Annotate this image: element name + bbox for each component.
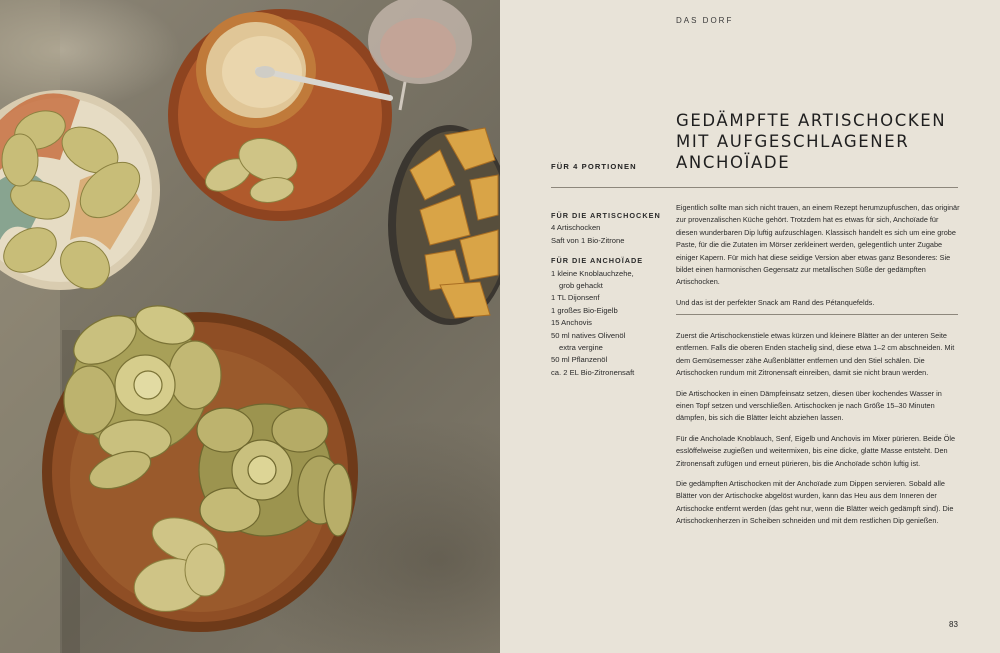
method-step: Die gedämpften Artischocken mit der Anchoïade zum Dippen servieren. Sobald alle Blätter von der Artischocke abgelöst wurden, kann das Heu aus dem Inneren der Artischocke entfernt werden (das geht nur, wenn die Blätter weich gedämpft sind). Die Artischockenherzen in Scheiben schneiden und mit dem restlichen Dip genießen. (676, 479, 954, 526)
title-line: ANCHOÏADE (676, 153, 791, 172)
ingredient-group-heading: FÜR DIE ANCHOÏADE (551, 256, 644, 266)
ingredient-item: 15 Anchovis (551, 318, 592, 328)
ingredient-item: Saft von 1 Bio-Zitrone (551, 235, 625, 245)
intro-paragraph: Eigentlich sollte man sich nicht trauen, an einem Rezept herumzupfuschen, das originär zur provenzalischen Küche gehört. Trotzdem hat es etwas für sich, Anchoïade für diesen wunderbaren Dip luftig aufzuschlagen. Klassisch handelt es sich um eine grobe Paste, für die die Zutaten im Mörser zerkleinert werden, gelegentlich unter Zugabe einiger Kapern. Für mich hat diese seidige Version aber etwas ganz Besonderes: Sie bildet einen harmonischen Gegensatz zur metallischen Süße der gedämpften Artischocken. (676, 203, 960, 287)
chips-bowl (388, 125, 500, 325)
ingredient-item: 1 TL Dijonsenf (551, 293, 600, 303)
page-number: 83 (949, 620, 958, 629)
ingredient-list (551, 268, 671, 380)
recipe-page (500, 0, 1000, 653)
method-step: Für die Anchoïade Knoblauch, Senf, Eigelb und Anchovis im Mixer pürieren. Beide Öle esslöffelweise zugießen und weitermixen, bis eine dicke, glatte Masse entsteht. Den Zitronensaft zufügen und erneut pürieren, bis die Anchoïade schön luftig ist. (676, 433, 956, 468)
ingredients-column (551, 210, 671, 387)
method-step: Die Artischocken in einen Dämpfeinsatz setzen, diesen über kochendes Wasser in einen Topf setzen und verschließen. Artischocken je nach Größe 15–30 Minuten dämpfen, bis sich die Blätter leicht abziehen lassen. (676, 388, 942, 423)
intro-text (676, 202, 960, 317)
ingredient-item: 1 großes Bio-Eigelb (551, 305, 618, 315)
title-line: MIT AUFGESCHLAGENER (676, 132, 910, 151)
method-text (676, 330, 960, 536)
ingredient-group-heading: FÜR DIE ARTISCHOCKEN (551, 211, 661, 220)
title-line: GEDÄMPFTE ARTISCHOCKEN (676, 111, 947, 130)
ingredient-item: ca. 2 EL Bio-Zitronensaft (551, 367, 635, 377)
ingredient-item: 50 ml Pflanzenöl (551, 355, 608, 365)
intro-paragraph: Und das ist der perfekter Snack am Rand des Pétanquefelds. (676, 297, 875, 307)
ingredient-list (551, 222, 671, 247)
ingredient-item: extra vergine (559, 343, 603, 353)
running-head: DAS DORF (676, 16, 734, 25)
ingredient-item: 1 kleine Knoblauchzehe, (551, 268, 634, 278)
divider-top (551, 187, 958, 188)
recipe-title (676, 110, 976, 173)
divider-method (676, 314, 958, 315)
ingredient-item: 4 Artischocken (551, 223, 601, 233)
ingredient-item: grob gehackt (559, 281, 603, 291)
method-step: Zuerst die Artischockenstiele etwas kürzen und kleinere Blätter an der unteren Seite entfernen. Falls die oberen Enden stachelig sind, diese etwa 1–2 cm abschneiden. Mit dem Gemüsemesser zähe Außenblätter entfernen und den Stiel schälen. Die Artischocken rundum mit Zitronensaft einreiben, damit sie nicht braun werden. (676, 331, 955, 378)
servings-label: FÜR 4 PORTIONEN (551, 162, 637, 171)
ingredient-item: 50 ml natives Olivenöl (551, 330, 626, 340)
terracotta-dish (168, 9, 392, 221)
